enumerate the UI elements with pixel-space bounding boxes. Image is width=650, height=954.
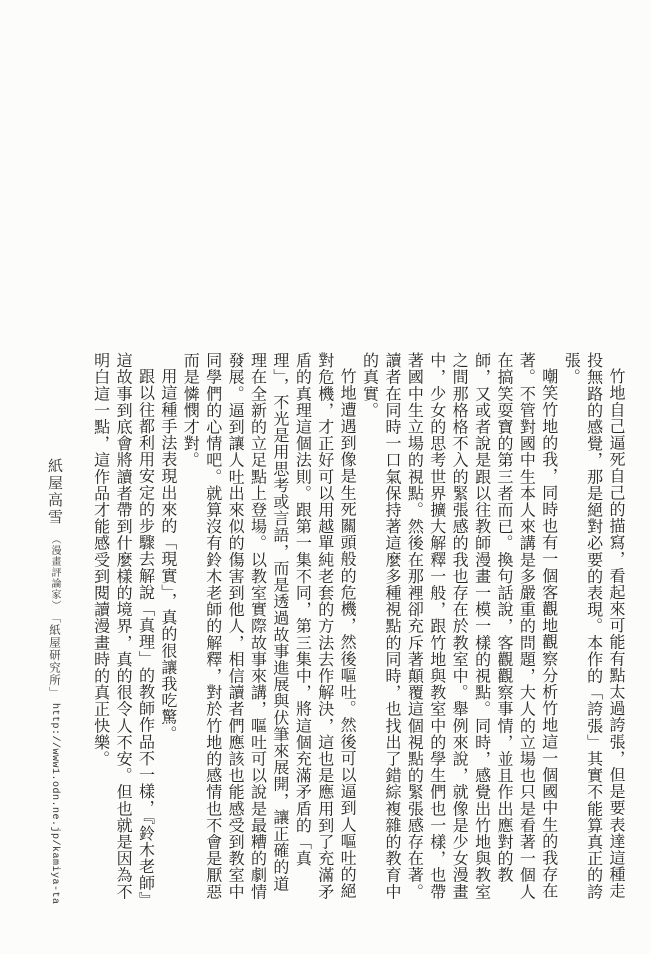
review-paragraph: 用這種手法表現出來的「現實」，真的很讓我吃驚。: [158, 368, 176, 742]
author-url: http://www1.odn.ne.jp/kamiya-ta: [49, 702, 60, 905]
author-name: 紙屋高雪: [46, 458, 62, 526]
author-site: 「紙屋研究所」: [48, 617, 60, 699]
review-paragraph: 竹地自己逼死自己的描寫，看起來可能有點太過誇張，但是要表達這種走投無路的感覺，那是絕對必要的表現。本作的「誇張」其實不能算真正的誇張。: [562, 352, 624, 900]
review-text: [88, 352, 626, 902]
author-role: （漫畫評論家）: [49, 534, 60, 611]
review-paragraph: 嘲笑竹地的我，同時也有一個客觀地觀察分析竹地這一個國中生的我存在著。不管對國中生本人來講是多嚴重的問題，大人的立場也只是看著一個人在搞笑耍寶的第三者而已。換句話說，客觀觀察事情，並且作出應對的教師，又或者說是跟以往教師漫畫一模一樣的視點。同時，感覺出竹地與教室之間那格格不入的緊張感的我也存在於教室中。舉例來說，就像是少女漫畫中，少女的思考世界擴大解釋一般，跟竹地與教室中的學生們也一樣，也帶著國中生立場的視點。然後在那裡卻充斥著顛覆這個視點的緊張感存在著。讀者在同時一口氣保持著這麼多種視點的同時，也找出了錯綜複雜的教育中的真實。: [360, 352, 557, 900]
author-credit: [46, 458, 62, 928]
review-paragraph: 跟以往都利用安定的步驟去解說「真理」的教師作品不一樣，『鈴木老師』這故事到底會將讀者帶到什麼樣的境界，真的很令人不安。但也就是因為不明白這一點，這作品才能感受到閱讀漫畫時的真正快樂。: [91, 352, 154, 900]
review-paragraph: 竹地遭遇到像是生死關頭般的危機，然後嘔吐。然後可以逼到人嘔吐的絕對危機，才正好可以用越單純老套的方法去作解決，這也是應用到了充滿矛盾的真理這個法則。跟第一集不同，第三集中，將這個充滿矛盾的「真理」，不光是用思考或言語，而是透過故事進展與伏筆來展開，讓正確的道理在全新的立足點上登場。以教室實際故事來講，嘔吐可以說是最糟的劇情發展。逼到讓人吐出來似的傷害到他人，相信讀者們應該也能感受到教室中同學們的心情吧。就算沒有鈴木老師的解釋，對於竹地的感情也不會是厭惡而是憐憫才對。: [181, 352, 356, 900]
